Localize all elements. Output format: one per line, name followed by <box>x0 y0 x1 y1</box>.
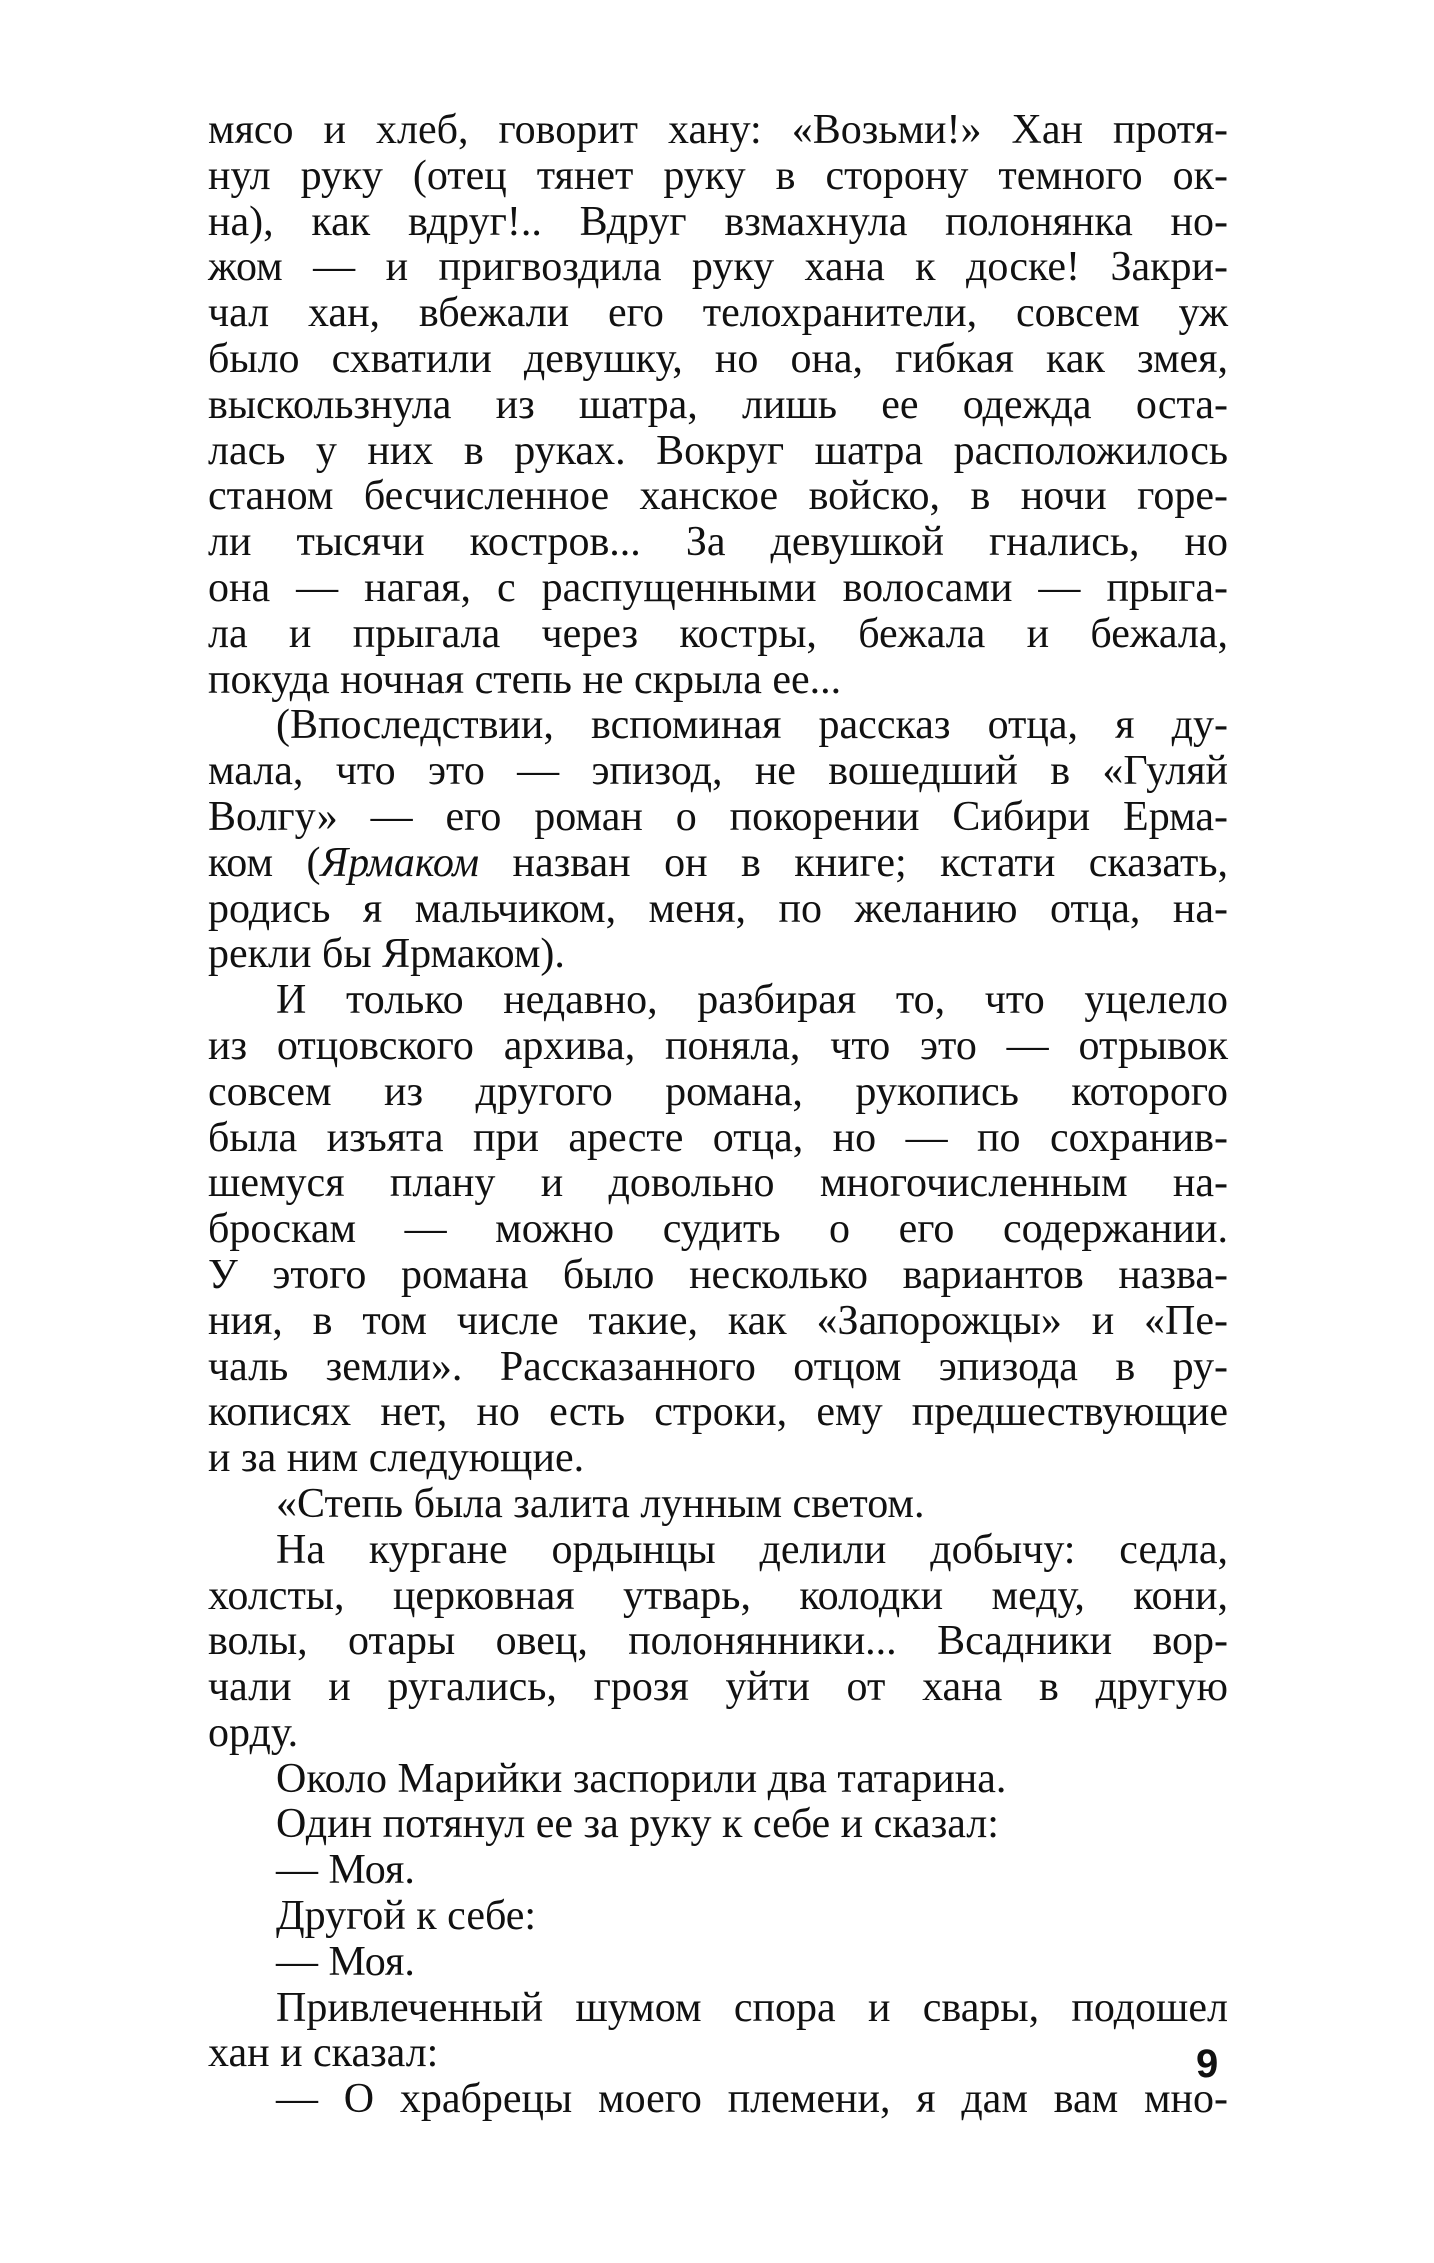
text-line: и за ним следующие. <box>208 1435 585 1482</box>
text-line: нул руку (отец тянет руку в сторону темного ок- <box>208 152 1228 199</box>
text-line: мала, что это — эпизод, не вошедший в «Гуляй <box>208 748 1228 795</box>
text-line: мясо и хлеб, говорит хану: «Возьми!» Хан протя- <box>208 107 1228 153</box>
text-line: на), как вдруг!.. Вдруг взмахнула полонянка но- <box>208 198 1228 245</box>
text-line: из отцовского архива, поняла, что это — отрывок <box>208 1022 1228 1069</box>
text-line: ния, в том числе такие, как «Запорожцы» и «Пе- <box>208 1297 1228 1344</box>
text-line: была изъята при аресте отца, но — по сохранив- <box>208 1114 1228 1161</box>
text-line: (Впоследствии, вспоминая рассказ отца, я ду- <box>276 702 1228 749</box>
text-line: И только недавно, разбирая то, что уцелело <box>276 977 1228 1024</box>
emphasized-word: Ярмаком <box>320 839 480 886</box>
text-line: чал хан, вбежали его телохранители, совсем уж <box>208 290 1228 337</box>
text-line: она — нагая, с распущенными волосами — прыга- <box>208 564 1228 611</box>
text-line: хан и сказал: <box>208 2030 439 2077</box>
text-line: родись я мальчиком, меня, по желанию отца, на- <box>208 885 1228 932</box>
text-line: ком (Ярмаком назван он в книге; кстати сказать, <box>208 839 1228 886</box>
text-line: станом бесчисленное ханское войско, в ночи горе- <box>208 473 1228 520</box>
text-line: У этого романа было несколько вариантов назва- <box>208 1251 1228 1298</box>
text-line: Около Марийки заспорили два татарина. <box>276 1755 1007 1802</box>
page-number: 9 <box>1196 2042 1219 2086</box>
text-line: рекли бы Ярмаком). <box>208 931 565 978</box>
text-line: было схватили девушку, но она, гибкая как змея, <box>208 335 1228 382</box>
text-line: ли тысячи костров... За девушкой гнались, но <box>208 519 1228 566</box>
text-line: — Моя. <box>276 1847 415 1894</box>
text-line: жом — и пригвоздила руку хана к доске! Закри- <box>208 244 1228 291</box>
text-line: чаль земли». Рассказанного отцом эпизода в ру- <box>208 1343 1228 1390</box>
text-line: шемуся плану и довольно многочисленным на- <box>208 1160 1228 1207</box>
text-line: Другой к себе: <box>276 1893 537 1940</box>
text-line: — Моя. <box>276 1938 415 1985</box>
text-line: совсем из другого романа, рукопись которого <box>208 1068 1228 1115</box>
text-line: лась у них в руках. Вокруг шатра расположилось <box>208 427 1228 474</box>
text-line: «Степь была залита лунным светом. <box>276 1480 925 1527</box>
document-page <box>208 108 1228 2123</box>
text-line: холсты, церковная утварь, колодки меду, кони, <box>208 1572 1228 1619</box>
text-line: ла и прыгала через костры, бежала и бежала, <box>208 610 1228 657</box>
text-line: покуда ночная степь не скрыла ее... <box>208 656 842 703</box>
text-line: Волгу» — его роман о покорении Сибири Ерма- <box>208 793 1228 840</box>
text-line: Привлеченный шумом спора и свары, подошел <box>276 1984 1228 2031</box>
text-line: выскользнула из шатра, лишь ее одежда оста- <box>208 381 1228 428</box>
text-line: волы, отары овец, полонянники... Всадники вор- <box>208 1618 1228 1665</box>
text-line: броскам — можно судить о его содержании. <box>208 1206 1228 1253</box>
text-line: кописях нет, но есть строки, ему предшествующие <box>208 1389 1228 1436</box>
text-line: — О храбрецы моего племени, я дам вам мно- <box>276 2076 1228 2123</box>
text-line: На кургане ордынцы делили добычу: седла, <box>276 1526 1228 1573</box>
text-line: Один потянул ее за руку к себе и сказал: <box>276 1801 999 1848</box>
text-line: чали и ругались, грозя уйти от хана в другую <box>208 1664 1228 1711</box>
text-line: орду. <box>208 1709 299 1756</box>
